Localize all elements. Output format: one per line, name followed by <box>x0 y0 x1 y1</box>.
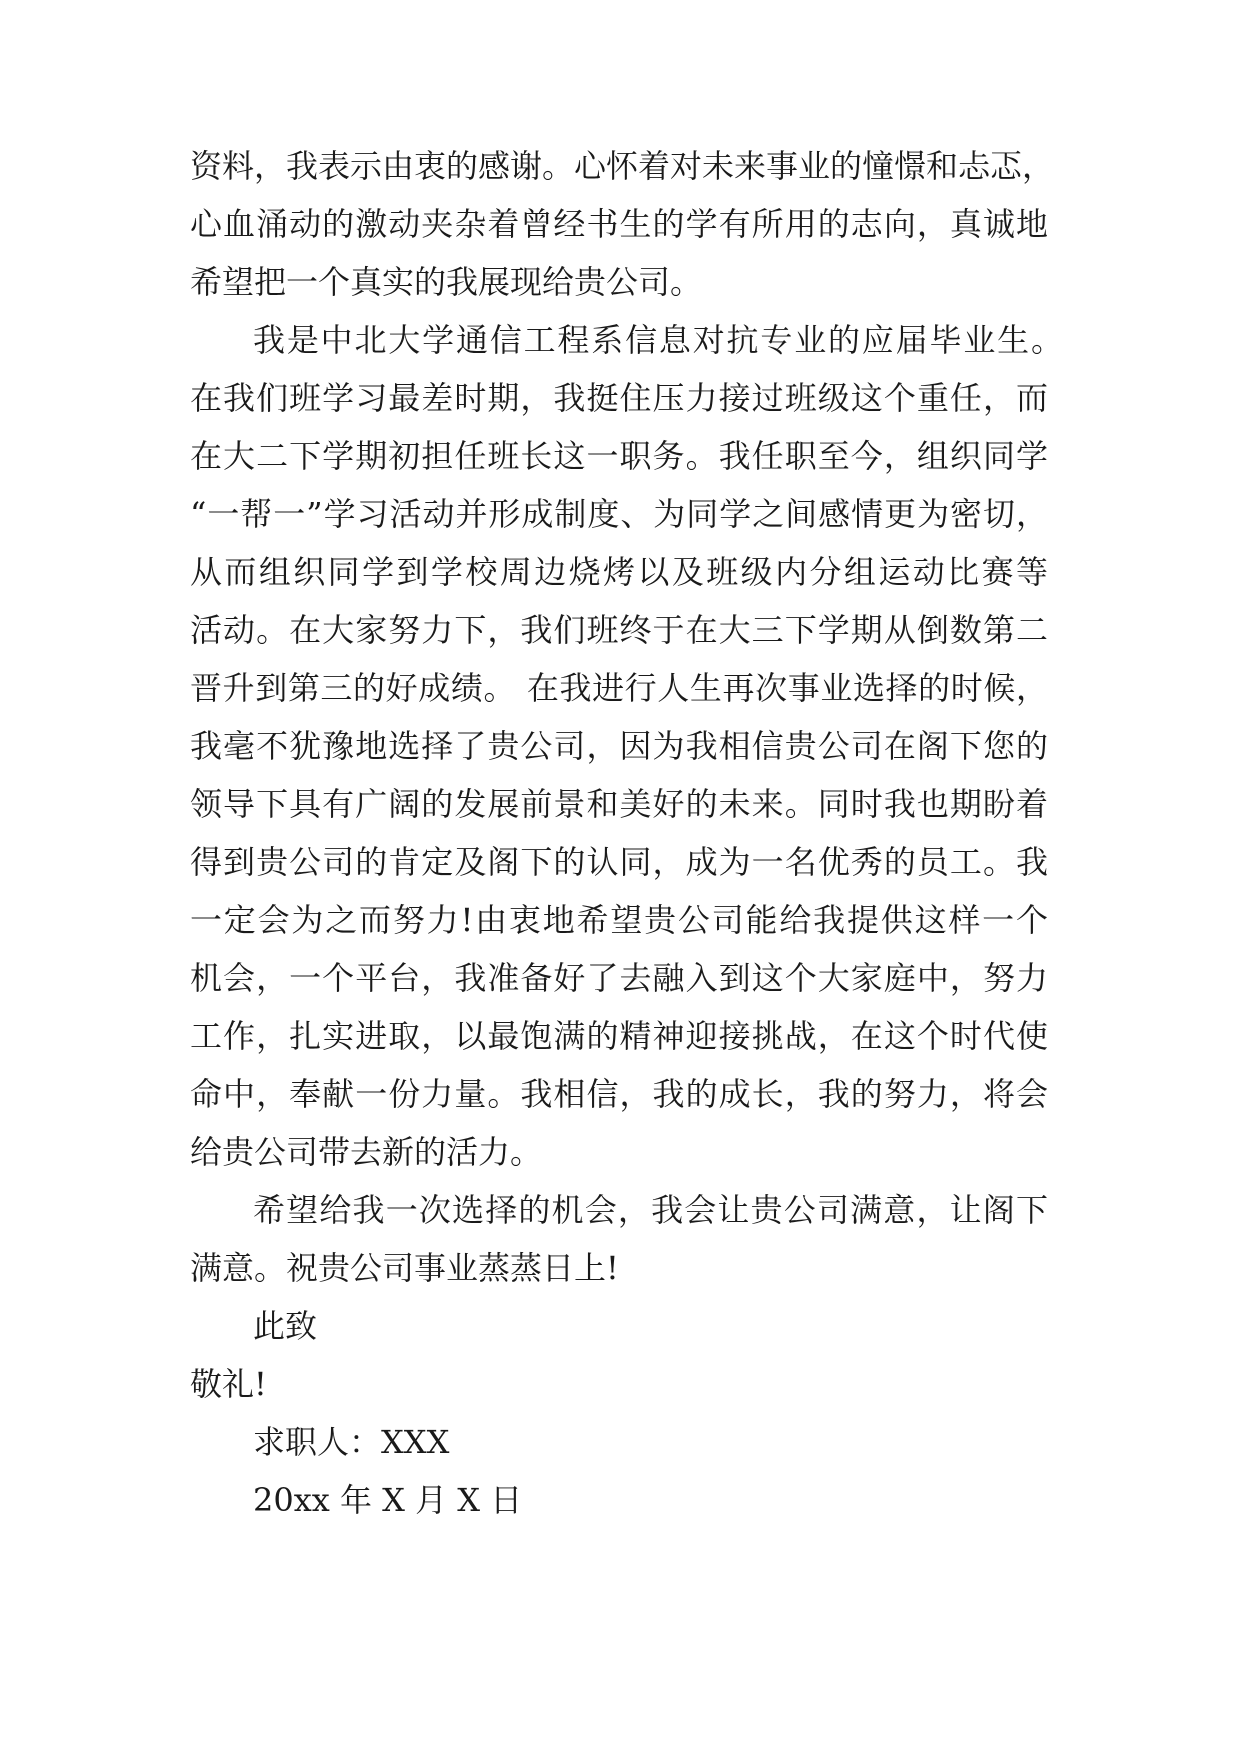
body-line: 在大二下学期初担任班长这一职务。我任职至今，组织同学 <box>190 437 1048 475</box>
body-line: 一定会为之而努力!由衷地希望贵公司能给我提供这样一个 <box>190 901 1048 939</box>
body-line: 从而组织同学到学校周边烧烤以及班级内分组运动比赛等 <box>190 553 1048 591</box>
body-line: 资料，我表示由衷的感谢。心怀着对未来事业的憧憬和忐忑， <box>190 147 1055 185</box>
body-line: 心血涌动的激动夹杂着曾经书生的学有所用的志向，真诚地 <box>190 205 1048 243</box>
body-line: “一帮一”学习活动并形成制度、为同学之间感情更为密切， <box>190 495 1048 533</box>
body-line: 晋升到第三的好成绩。 在我进行人生再次事业选择的时候， <box>190 669 1048 707</box>
body-line: 工作，扎实进取，以最饱满的精神迎接挑战，在这个时代使 <box>190 1017 1048 1055</box>
body-line: 活动。在大家努力下，我们班终于在大三下学期从倒数第二 <box>190 611 1048 649</box>
applicant-signature: 求职人：XXX <box>253 1423 450 1461</box>
body-line: 给贵公司带去新的活力。 <box>190 1133 543 1171</box>
body-line: 希望给我一次选择的机会，我会让贵公司满意，让阁下 <box>253 1191 1048 1229</box>
body-line: 在我们班学习最差时期，我挺住压力接过班级这个重任，而 <box>190 379 1048 417</box>
letter-date: 20xx 年 X 月 X 日 <box>253 1481 523 1519</box>
body-line: 机会，一个平台，我准备好了去融入到这个大家庭中，努力 <box>190 959 1048 997</box>
body-line: 领导下具有广阔的发展前景和美好的未来。同时我也期盼着 <box>190 785 1048 823</box>
body-line: 命中，奉献一份力量。我相信，我的成长，我的努力，将会 <box>190 1075 1048 1113</box>
closing-respect: 敬礼! <box>190 1365 267 1403</box>
body-line: 得到贵公司的肯定及阁下的认同，成为一名优秀的员工。我 <box>190 843 1048 881</box>
closing-salutation: 此致 <box>253 1307 318 1345</box>
body-line: 满意。祝贵公司事业蒸蒸日上! <box>190 1249 619 1287</box>
body-line: 我毫不犹豫地选择了贵公司，因为我相信贵公司在阁下您的 <box>190 727 1048 765</box>
body-line: 我是中北大学通信工程系信息对抗专业的应届毕业生。 <box>253 321 1063 359</box>
body-line: 希望把一个真实的我展现给贵公司。 <box>190 263 703 301</box>
